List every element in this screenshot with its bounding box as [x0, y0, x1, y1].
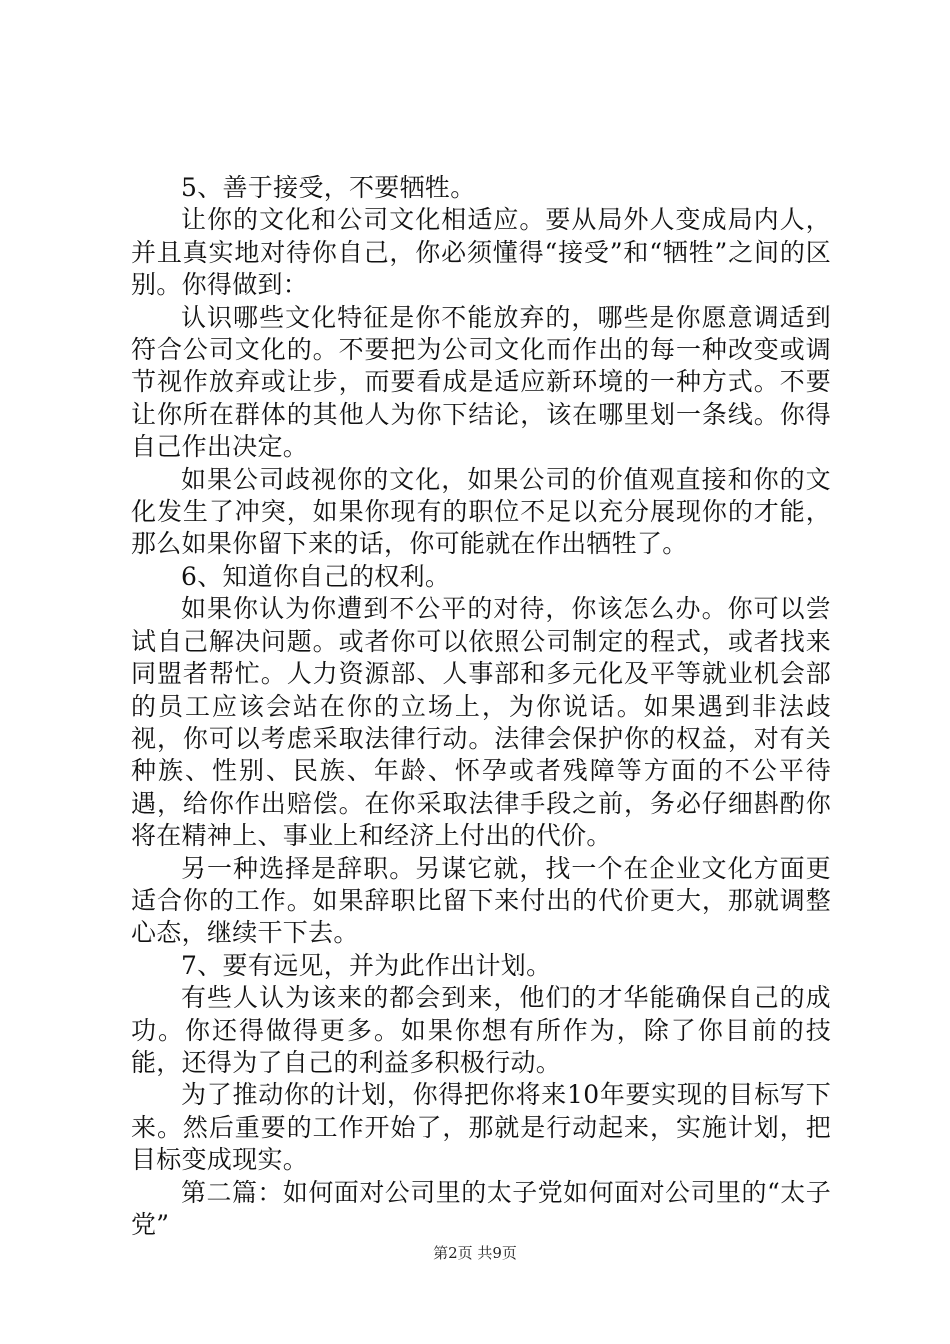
- paragraph: 有些人认为该来的都会到来，他们的才华能确保自己的成功。你还得做得更多。如果你想有所作为，除了你目前的技能，还得为了自己的利益多积极行动。: [131, 983, 831, 1077]
- paragraph: 如果公司歧视你的文化，如果公司的价值观直接和你的文化发生了冲突，如果你现有的职位不足以充分展现你的才能，那么如果你留下来的话，你可能就在作出牺牲了。: [131, 464, 831, 559]
- paragraph: 另一种选择是辞职。另谋它就，找一个在企业文化方面更适合你的工作。如果辞职比留下来付出的代价更大，那就调整心态，继续干下去。: [131, 853, 831, 948]
- document-body: [131, 172, 831, 1241]
- chapter-title: 第二篇：如何面对公司里的太子党如何面对公司里的“太子党”: [131, 1177, 831, 1239]
- paragraph: 认识哪些文化特征是你不能放弃的，哪些是你愿意调适到符合公司文化的。不要把为公司文化而作出的每一种改变或调节视作放弃或让步，而要看成是适应新环境的一种方式。不要让你所在群体的其他人为你下结论，该在哪里划一条线。你得自己作出决定。: [131, 302, 831, 462]
- page-number-footer: 第2页 共9页: [433, 1244, 517, 1262]
- paragraph: 为了推动你的计划，你得把你将来10年要实现的目标写下来。然后重要的工作开始了，那就是行动起来，实施计划，把目标变成现实。: [131, 1080, 831, 1175]
- paragraph: 让你的文化和公司文化相适应。要从局外人变成局内人，并且真实地对待你自己，你必须懂得“接受”和“牺牲”之间的区别。你得做到：: [131, 205, 831, 300]
- section-heading-7: 7、要有远见，并为此作出计划。: [181, 950, 552, 980]
- section-heading-6: 6、知道你自己的权利。: [181, 561, 451, 591]
- section-heading-5: 5、善于接受，不要牺牲。: [181, 173, 476, 202]
- paragraph: 如果你认为你遭到不公平的对待，你该怎么办。你可以尝试自己解决问题。或者你可以依照公司制定的程式，或者找来同盟者帮忙。人力资源部、人事部和多元化及平等就业机会部的员工应该会站在你的立场上，为你说话。如果遇到非法歧视，你可以考虑采取法律行动。法律会保护你的权益，对有关种族、性别、民族、年龄、怀孕或者残障等方面的不公平待遇，给你作出赔偿。在你采取法律手段之前，务必仔细斟酌你将在精神上、事业上和经济上付出的代价。: [131, 594, 831, 851]
